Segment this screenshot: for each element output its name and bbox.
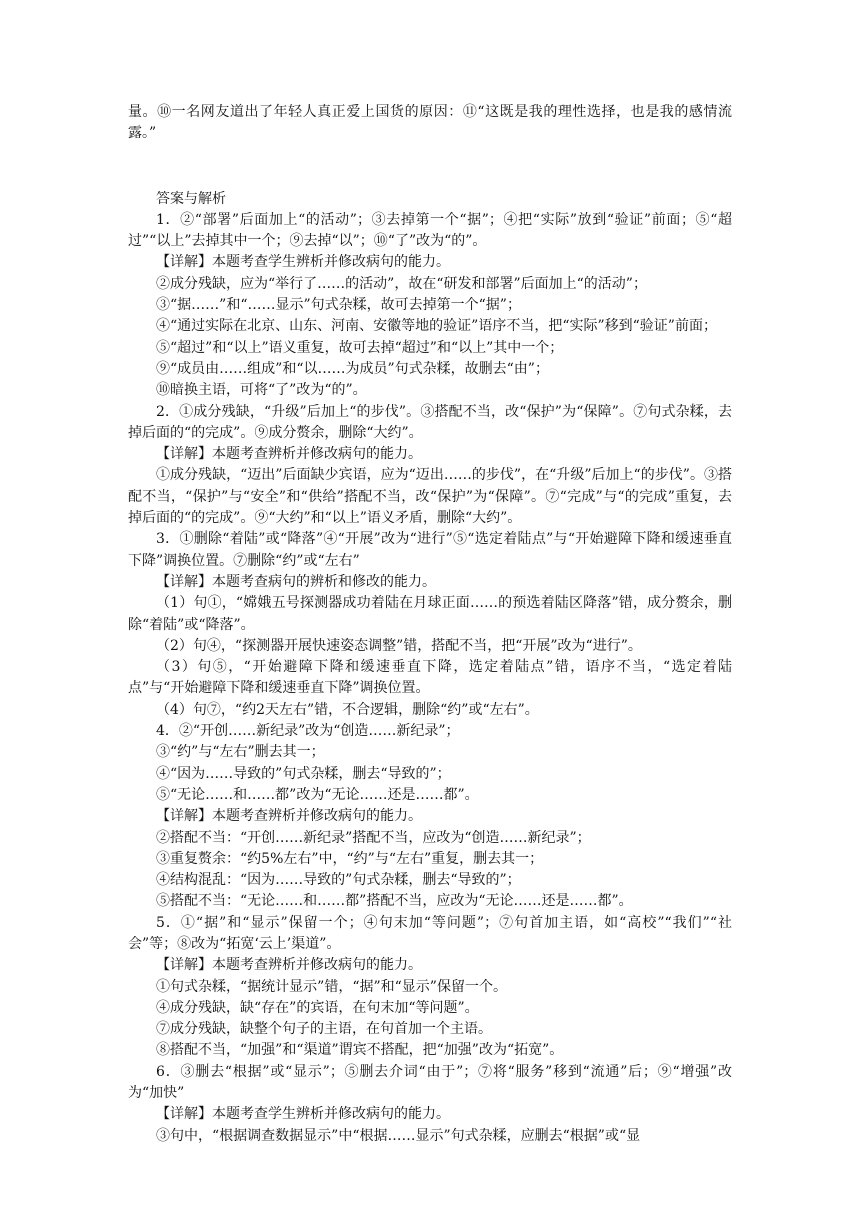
answer-paragraph: ③“约”与“左右”删去其一； xyxy=(156,744,325,761)
answer-paragraph: 2．①成分残缺，“升级”后加上“的步伐”。③搭配不当，改“保护”为“保障”。⑦句式杂糅，去掉后面的“的完成”。⑨成分赘余，删除“大约”。 xyxy=(128,403,732,441)
answer-paragraph: ⑤“超过”和“以上”语义重复，故可去掉“超过”和“以上”其中一个； xyxy=(156,339,564,356)
answer-paragraph: 4．②“开创……新纪录”改为“创造……新纪录”； xyxy=(156,723,460,740)
answer-paragraph: ①成分残缺，“迈出”后面缺少宾语，应为“迈出……的步伐”，在“升级”后加上“的步伐”。③搭配不当，“保护”与“安全”和“供给”搭配不当，改“保护”为“保障”。⑦“完成”与“的完成”重复，去掉后面的“的完成”。⑨“大约”和“以上”语义矛盾，删除“大约”。 xyxy=(128,467,732,527)
top-fragment-paragraph: 量。⑩一名网友道出了年轻人真正爱上国货的原因：⑪“这既是我的理性选择，也是我的感情流露。” xyxy=(128,104,732,142)
answer-paragraph: 【详解】本题考查辨析并修改病句的能力。 xyxy=(156,446,422,463)
answer-paragraph: （4）句⑦，“约2天左右”错，不合逻辑，删除“约”或“左右”。 xyxy=(156,701,539,718)
answer-paragraph: 【详解】本题考查病句的辨析和修改的能力。 xyxy=(156,573,436,590)
answer-paragraph: ②搭配不当：“开创……新纪录”搭配不当，应改为“创造……新纪录”； xyxy=(156,829,591,846)
answer-paragraph: ④成分残缺，缺“存在”的宾语，在句末加“等问题”。 xyxy=(156,999,479,1016)
answer-paragraph: ③“据……”和“……显示”句式杂糅，故可去掉第一个“据”； xyxy=(156,297,521,314)
answer-paragraph: （3）句⑤，“开始避障下降和缓速垂直下降，选定着陆点”错，语序不当，“选定着陆点”与“开始避障下降和缓速垂直下降”调换位置。 xyxy=(128,659,732,697)
answer-paragraph: ③重复赘余：“约5%左右”中，“约”与“左右”重复，删去其一； xyxy=(156,850,544,867)
section-spacer xyxy=(128,145,732,189)
answer-paragraph: 【详解】本题考查学生辨析并修改病句的能力。 xyxy=(156,254,450,271)
section-title: 答案与解析 xyxy=(156,190,226,207)
answer-paragraph: ③句中，“根据调查数据显示”中“根据……显示”句式杂糅，应删去“根据”或“显 xyxy=(156,1127,641,1144)
answer-paragraph: ⑦成分残缺，缺整个句子的主语，在句首加一个主语。 xyxy=(156,1021,492,1038)
answer-paragraph: 【详解】本题考查辨析并修改病句的能力。 xyxy=(156,808,422,825)
answer-paragraph: 1．②“部署”后面加上“的活动”；③去掉第一个“据”；④把“实际”放到“验证”前面；⑤“超过”“以上”去掉其中一个；⑨去掉“以”；⑩“了”改为“的”。 xyxy=(128,211,732,250)
answer-paragraph: ⑧搭配不当，“加强”和“渠道”谓宾不搭配，把“加强”改为“拓宽”。 xyxy=(156,1042,564,1059)
answer-paragraph: （2）句④，“探测器开展快速姿态调整”错，搭配不当，把“开展”改为“进行”。 xyxy=(156,637,642,654)
answer-body xyxy=(128,210,732,1147)
answer-paragraph: ②成分残缺，应为“举行了……的活动”，故在“研发和部署”后面加上“的活动”； xyxy=(156,275,647,292)
answer-paragraph: ④“通过实际在北京、山东、河南、安徽等地的验证”语序不当，把“实际”移到“验证”前面； xyxy=(156,318,717,335)
answer-paragraph: 3．①删除“着陆”或“降落”④“开展”改为“进行”⑤“选定着陆点”与“开始避障下降和缓速垂直下降”调换位置。⑦删除“约”或“左右” xyxy=(128,531,732,569)
answer-paragraph: ⑤搭配不当：“无论……和……都”搭配不当，应改为“无论……还是……都”。 xyxy=(156,893,633,910)
answer-paragraph: ⑤“无论……和……都”改为“无论……还是……都”。 xyxy=(156,786,479,803)
answer-paragraph: （1）句①，“嫦娥五号探测器成功着陆在月球正面……的预选着陆区降落”错，成分赘余，删除“着陆”或“降落”。 xyxy=(128,595,732,633)
answer-paragraph: ④结构混乱：“因为……导致的”句式杂糅，删去“导致的”； xyxy=(156,872,521,889)
answer-paragraph: 6．③删去“根据”或“显示”；⑤删去介词“由于”；⑦将“服务”移到“流通”后；⑨“增强”改为“加快” xyxy=(128,1063,732,1102)
answer-paragraph: 【详解】本题考查学生辨析并修改病句的能力。 xyxy=(156,1106,450,1123)
answer-paragraph: ①句式杂糅，“据统计显示”错，“据”和“显示”保留一个。 xyxy=(156,978,507,995)
answer-paragraph: 5．①“据”和“显示”保留一个；④句末加“等问题”；⑦句首加主语，如“高校”“我们”“社会”等；⑧改为“拓宽‘云上’渠道”。 xyxy=(128,914,732,952)
answer-paragraph: ⑨“成员由……组成”和“以……为成员”句式杂糅，故删去“由”； xyxy=(156,360,549,377)
answer-paragraph: ④“因为……导致的”句式杂糅，删去“导致的”； xyxy=(156,765,451,782)
answer-paragraph: ⑩暗换主语，可将“了”改为“的”。 xyxy=(156,382,367,399)
answer-paragraph: 【详解】本题考查辨析并修改病句的能力。 xyxy=(156,957,422,974)
